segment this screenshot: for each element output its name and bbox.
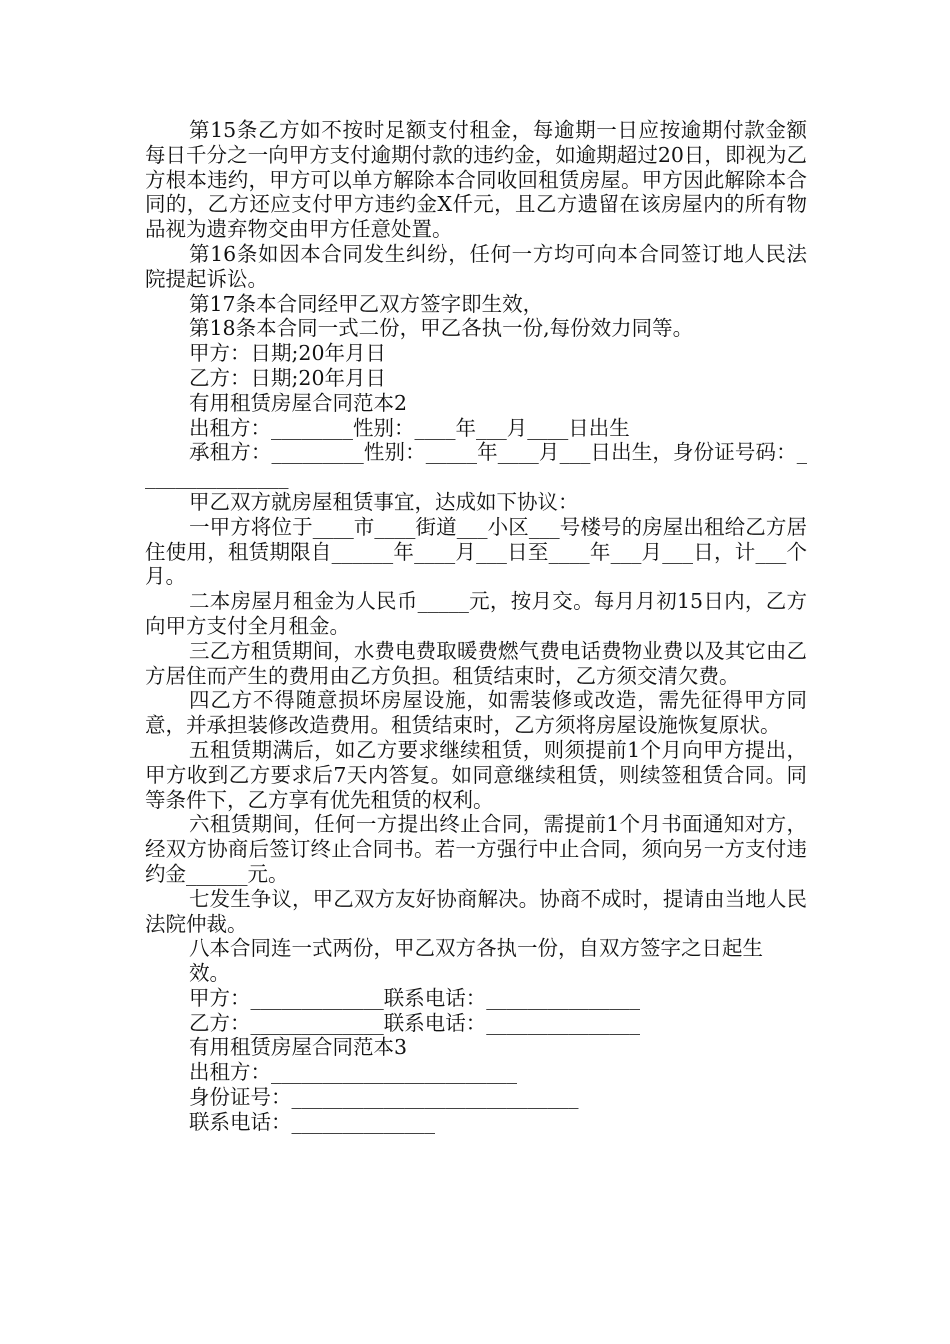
section-title-sample-2: 有用租赁房屋合同范本2 <box>189 390 408 415</box>
id-number-line: 身份证号：____________________________ <box>189 1085 579 1110</box>
lessee-line: 承租方：_________性别：_____年____月___日出生，身份证号码：_______________ <box>145 440 807 490</box>
article-7: 七发生争议，甲乙双方友好协商解决。协商不成时，提请由当地人民法院仲裁。 <box>145 886 807 936</box>
clause-15: 第15条乙方如不按时足额支付租金，每逾期一日应按逾期付款金额每日千分之一向甲方支付逾期付款的违约金，如逾期超过20日，即视为乙方根本违约，甲方可以单方解除本合同收回租赁房屋。甲方因此解除本合同的，乙方还应支付甲方违约金X仟元，且乙方遗留在该房屋内的所有物品视为遗弃物交由甲方任意处置。 <box>145 118 807 242</box>
party-a-date-line: 甲方：日期;20年月日 <box>189 341 386 366</box>
lessor-blank-line: 出租方：________________________ <box>189 1060 517 1085</box>
document-page <box>145 118 807 1135</box>
party-a-signature-line: 甲方：_____________联系电话：_______________ <box>189 985 640 1010</box>
lessor-line: 出租方：________性别：____年___月____日出生 <box>189 415 630 440</box>
party-b-date-line: 乙方：日期;20年月日 <box>189 365 386 390</box>
agreement-intro: 甲乙双方就房屋租赁事宜，达成如下协议： <box>189 489 579 514</box>
clause-18: 第18条本合同一式二份，甲乙各执一份,每份效力同等。 <box>189 316 694 341</box>
article-3: 三乙方租赁期间，水费电费取暖费燃气费电话费物业费以及其它由乙方居住而产生的费用由乙方负担。租赁结束时，乙方须交清欠费。 <box>145 638 807 688</box>
phone-line: 联系电话：______________ <box>189 1109 435 1134</box>
article-8: 八本合同连一式两份，甲乙双方各执一份，自双方签字之日起生 <box>189 936 763 961</box>
article-4: 四乙方不得随意损坏房屋设施，如需装修或改造，需先征得甲方同意，并承担装修改造费用。租赁结束时，乙方须将房屋设施恢复原状。 <box>145 688 807 738</box>
clause-16: 第16条如因本合同发生纠纷，任何一方均可向本合同签订地人民法院提起诉讼。 <box>145 241 807 291</box>
article-1: 一甲方将位于____市____街道___小区___号楼号的房屋出租给乙方居住使用，租赁期限自______年____月___日至____年___月___日，计___个月。 <box>145 514 807 589</box>
article-8-continued: 效。 <box>189 961 230 986</box>
clause-17: 第17条本合同经甲乙双方签字即生效， <box>189 291 544 316</box>
article-5: 五租赁期满后，如乙方要求继续租赁，则须提前1个月向甲方提出，甲方收到乙方要求后7天内答复。如同意继续租赁，则续签租赁合同。同等条件下，乙方享有优先租赁的权利。 <box>145 737 807 812</box>
party-b-signature-line: 乙方：_____________联系电话：_______________ <box>189 1010 640 1035</box>
article-6: 六租赁期间，任何一方提出终止合同，需提前1个月书面通知对方，经双方协商后签订终止合同书。若一方强行中止合同，须向另一方支付违约金______元。 <box>145 812 807 886</box>
section-title-sample-3: 有用租赁房屋合同范本3 <box>189 1035 408 1060</box>
article-2: 二本房屋月租金为人民币_____元，按月交。每月月初15日内，乙方向甲方支付全月租金。 <box>145 589 807 638</box>
